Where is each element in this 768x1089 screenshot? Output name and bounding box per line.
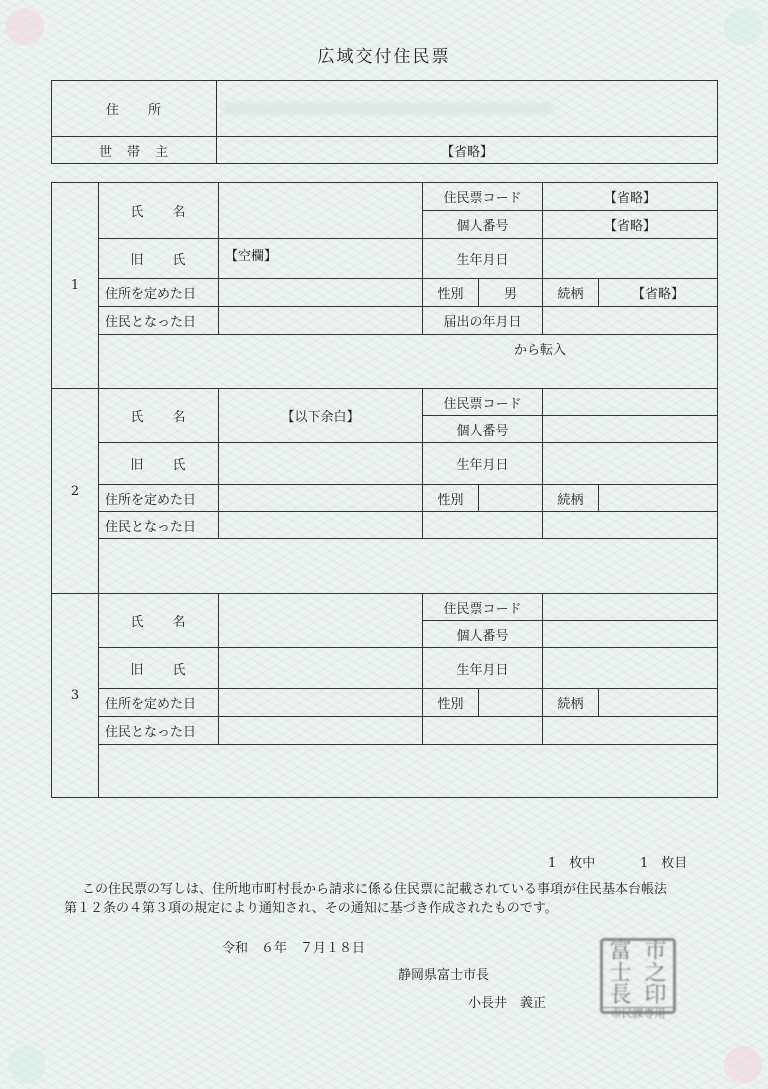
former-name-label: 旧 氏 (99, 443, 219, 485)
individual-number-value: 【省略】 (543, 211, 718, 239)
certification-text (64, 880, 714, 918)
address-label: 住 所 (52, 81, 217, 137)
address-date-value (219, 279, 423, 307)
resident-date-label: 住民となった日 (99, 512, 219, 539)
birth-date-value (543, 239, 718, 279)
seal-char: 士 (609, 961, 632, 986)
resident-code-value (543, 389, 718, 416)
individual-number-label: 個人番号 (423, 621, 543, 648)
resident-date-label: 住民となった日 (99, 717, 219, 745)
former-name-value (219, 443, 423, 485)
name-label: 氏 名 (99, 389, 219, 443)
name-label: 氏 名 (99, 183, 219, 239)
name-value (219, 594, 423, 648)
certification-line-2: 第１２条の４第３項の規定により通知され、その通知に基づき作成されたものです。 (64, 901, 558, 916)
resident-code-label: 住民票コード (423, 183, 543, 211)
empty-cell (543, 512, 718, 539)
corner-watermark-bottom-right (724, 1046, 762, 1084)
individual-number-value (543, 621, 718, 648)
seal-char: 長 (609, 983, 632, 1008)
seal-bottom-text: 市民課専用 (603, 1007, 673, 1019)
individual-number-label: 個人番号 (423, 416, 543, 443)
empty-cell (543, 717, 718, 745)
issue-date: 令和 ６年 ７月１８日 (222, 941, 366, 956)
birth-date-label: 生年月日 (423, 239, 543, 279)
seal-char: 市 (644, 939, 667, 964)
person-block-3 (51, 593, 718, 798)
address-date-label: 住所を定めた日 (99, 485, 219, 512)
address-date-value (219, 689, 423, 717)
relation-value (599, 689, 718, 717)
sheet-index: 1 枚目 (640, 856, 688, 871)
relation-value: 【省略】 (599, 279, 718, 307)
birth-date-label: 生年月日 (423, 443, 543, 485)
resident-date-value (219, 717, 423, 745)
seal-char: 之 (644, 961, 667, 986)
householder-value: 【省略】 (217, 137, 718, 164)
relation-label: 続柄 (543, 485, 599, 512)
notification-date-label: 届出の年月日 (423, 307, 543, 335)
resident-code-label: 住民票コード (423, 594, 543, 621)
sex-label: 性別 (423, 279, 479, 307)
relation-value (599, 485, 718, 512)
corner-watermark-bottom-left (8, 1046, 46, 1084)
relation-label: 続柄 (543, 689, 599, 717)
name-value (219, 183, 423, 239)
certification-line-1: この住民票の写しは、住所地市町村長から請求に係る住民票に記載されている事項が住民基本台帳法 (82, 882, 668, 897)
corner-watermark-top-right (724, 8, 762, 46)
sex-label: 性別 (423, 485, 479, 512)
address-value (217, 81, 718, 137)
person-number: 3 (52, 594, 99, 798)
header-table (51, 80, 718, 164)
name-label: 氏 名 (99, 594, 219, 648)
sheet-count: 1 枚中 (548, 856, 596, 871)
person-block-1 (51, 182, 718, 389)
document-title: 広域交付住民票 (317, 47, 451, 67)
birth-date-value (543, 443, 718, 485)
sex-label: 性別 (423, 689, 479, 717)
birth-date-value (543, 648, 718, 689)
address-date-label: 住所を定めた日 (99, 689, 219, 717)
former-name-value: 【空欄】 (219, 239, 423, 279)
empty-cell (423, 717, 543, 745)
person-block-2 (51, 388, 718, 594)
empty-cell (423, 512, 543, 539)
remarks (99, 539, 718, 594)
notification-date-value (543, 307, 718, 335)
seal-char: 富 (609, 939, 632, 964)
resident-date-value (219, 512, 423, 539)
name-value: 【以下余白】 (219, 389, 423, 443)
corner-watermark-top-left (6, 8, 44, 46)
individual-number-label: 個人番号 (423, 211, 543, 239)
sex-value (479, 485, 543, 512)
resident-code-value (543, 594, 718, 621)
address-date-value (219, 485, 423, 512)
resident-code-value: 【省略】 (543, 183, 718, 211)
person-number: 2 (52, 389, 99, 594)
official-seal-stamp (600, 938, 676, 1020)
issuer-office: 静岡県富士市長 (398, 968, 490, 983)
sex-value: 男 (479, 279, 543, 307)
resident-date-value (219, 307, 423, 335)
former-name-label: 旧 氏 (99, 239, 219, 279)
address-date-label: 住所を定めた日 (99, 279, 219, 307)
birth-date-label: 生年月日 (423, 648, 543, 689)
sex-value (479, 689, 543, 717)
resident-code-label: 住民票コード (423, 389, 543, 416)
seal-char: 印 (644, 983, 667, 1008)
issuer-name: 小長井 義正 (468, 996, 547, 1011)
relation-label: 続柄 (543, 279, 599, 307)
resident-date-label: 住民となった日 (99, 307, 219, 335)
former-name-value (219, 648, 423, 689)
householder-label: 世 帯 主 (52, 137, 217, 164)
remarks (99, 745, 718, 798)
remarks: から転入 (99, 335, 718, 389)
person-number: 1 (52, 183, 99, 389)
former-name-label: 旧 氏 (99, 648, 219, 689)
individual-number-value (543, 416, 718, 443)
